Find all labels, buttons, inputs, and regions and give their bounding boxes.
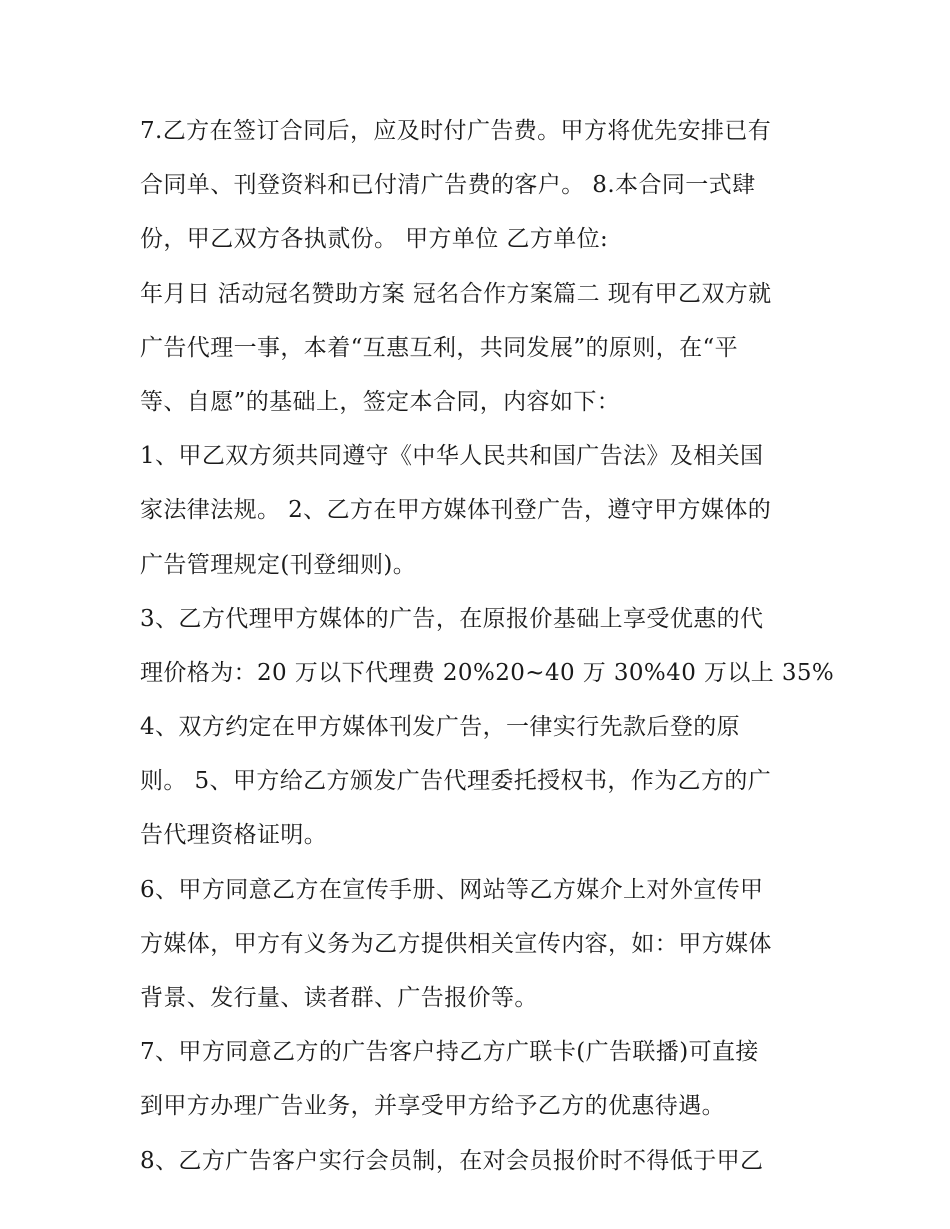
text-line: 到甲方办理广告业务，并享受甲方给予乙方的优惠待遇。	[140, 1093, 725, 1120]
text-line: 则。 5、甲方给乙方颁发广告代理委托授权书，作为乙方的广	[140, 768, 772, 795]
text-line: 合同单、刊登资料和已付清广告费的客户。 8.本合同一式肆	[140, 172, 756, 199]
text-line: 理价格为：20 万以下代理费 20%20~40 万 30%40 万以上 35%	[140, 659, 835, 686]
text-line: 告代理资格证明。	[140, 822, 328, 849]
document-body	[140, 108, 840, 1192]
text-line: 年月日 活动冠名赞助方案 冠名合作方案篇二 现有甲乙双方就	[140, 280, 772, 307]
text-line: 1、甲乙双方须共同遵守《中华人民共和国广告法》及相关国	[140, 443, 764, 470]
text-line: 家法律法规。 2、乙方在甲方媒体刊登广告，遵守甲方媒体的	[140, 497, 772, 524]
text-line: 7、甲方同意乙方的广告客户持乙方广联卡(广告联播)可直接	[140, 1039, 759, 1066]
text-line: 4、双方约定在甲方媒体刊发广告，一律实行先款后登的原	[140, 714, 741, 741]
text-line: 3、乙方代理甲方媒体的广告，在原报价基础上享受优惠的代	[140, 605, 764, 632]
text-line: 背景、发行量、读者群、广告报价等。	[140, 985, 538, 1011]
text-line: 6、甲方同意乙方在宣传手册、网站等乙方媒介上对外宣传甲	[140, 876, 764, 903]
text-line: 8、乙方广告客户实行会员制，在对会员报价时不得低于甲乙	[140, 1147, 764, 1174]
text-line: 方媒体，甲方有义务为乙方提供相关宣传内容，如：甲方媒体	[140, 930, 772, 957]
text-line: 广告代理一事，本着“互惠互利，共同发展”的原则，在“平	[140, 334, 739, 361]
text-line: 份，甲乙双方各执贰份。 甲方单位 乙方单位:	[140, 226, 609, 253]
text-line: 等、自愿”的基础上，签定本合同，内容如下：	[140, 388, 621, 415]
text-line: 7.乙方在签订合同后，应及时付广告费。甲方将优先安排已有	[140, 118, 772, 144]
text-line: 广告管理规定(刊登细则)。	[140, 551, 417, 578]
